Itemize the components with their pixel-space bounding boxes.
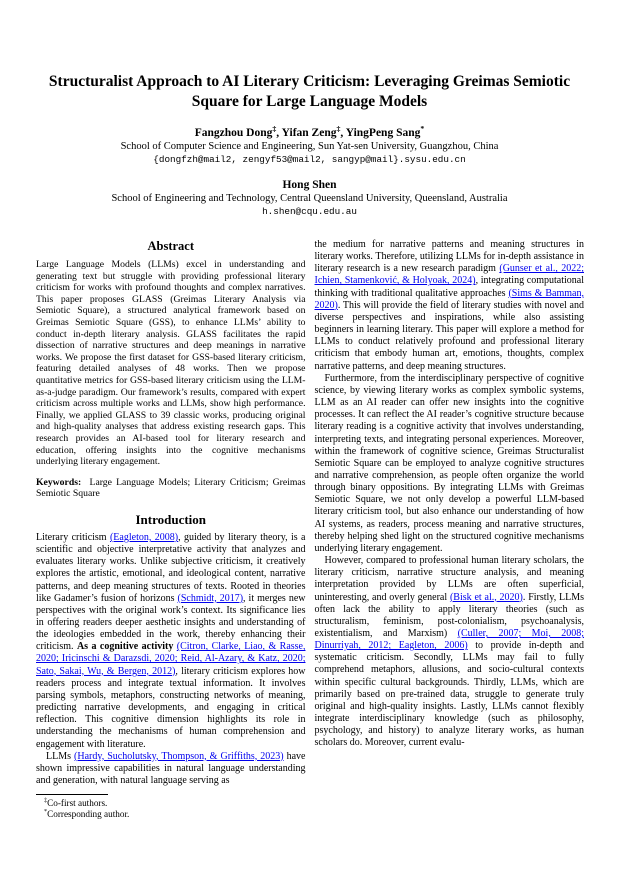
email-line-1: {dongfzh@mail2, zengyf53@mail2, sangyp@mail}.sysu.edu.cn bbox=[153, 154, 466, 165]
intro-paragraph-4: Furthermore, from the interdisciplinary perspective of cognitive science, by viewing literary works as complex symbolic systems, LLM as an AI reader can offer new insights into the cognitive processes. It can reflect the AI reader’s cognitive structure because literary reading is a cognitive activity that involves understanding, interpreting texts, and integrating personal experiences. Moreover, within the framework of cognitive science, Greimas Structuralist Semiotic Square can be employed to analyze cognitive structures and narrative comprehension, as people often organize the world through binary oppositions. By integrating LLMs with Greimas Semiotic Square, we not only develop a powerful LLM-based literary criticism tool, but also enhance our understanding of how AI systems, as readers, process meaning and narrative structures, thereby helping shed light on the structured cognitive mechanisms underlying literary engagement. bbox=[314, 372, 584, 554]
citation-link[interactable]: (Bisk et al., 2020) bbox=[449, 591, 523, 603]
email-line-2: h.shen@cqu.edu.au bbox=[262, 206, 357, 217]
author-names-line: Fangzhou Dong‡, Yifan Zeng‡, YingPeng Sang* bbox=[194, 124, 425, 139]
footnote-rule bbox=[36, 794, 108, 795]
citation-link[interactable]: (Hardy, Sucholutsky, Thompson, & Griffiths, 2023) bbox=[74, 750, 284, 762]
left-column bbox=[36, 239, 306, 820]
paper-title: Structuralist Approach to AI Literary Criticism: Leveraging Greimas Semiotic Square for Large Language Models bbox=[48, 73, 571, 110]
abstract-heading: Abstract bbox=[147, 239, 194, 253]
citation-link[interactable]: (Sims & Bamman, 2020) bbox=[314, 287, 584, 311]
footnote-marker: * bbox=[420, 124, 425, 134]
author-block-1 bbox=[0, 126, 619, 166]
two-column-layout bbox=[36, 239, 584, 820]
author-block-2 bbox=[0, 178, 619, 218]
citation-link[interactable]: (Gunser et al., 2022; Ichien, Stamenković, & Holyoak, 2024) bbox=[314, 263, 584, 287]
intro-paragraph-1: Literary criticism (Eagleton, 2008), guided by literary theory, is a scientific and objective interpretative activity that analyzes and evaluates literary works. Unlike subjective criticism, it creatively explores the artistic, emotional, and ideological content, narrative patterns, and deep meaning structures of texts. Rooted in theories like Gadamer’s fusion of horizons (Schmidt, 2017), it merges new perspectives with the original work’s context. Its significance lies in offering readers deeper aesthetic insights and understanding of the ideologies embedded in the work, thereby enhancing their criticism. As a cognitive activity (Citron, Clarke, Liao, & Rasse, 2020; Iricinschi & Darazsdi, 2020; Reid, Al-Azary, & Katz, 2020; Sato, Sakai, Wu, & Bergen, 2012), literary criticism explores how readers process and integrate textual information. It involves parsing symbols, metaphors, constructing networks of meaning, predicting narrative developments, and engaging in critical reflection. This cognitive dimension highlights its role in understanding the mechanisms of human comprehension and engagement with literature. bbox=[36, 531, 306, 750]
keywords-line: Keywords: Large Language Models; Literary Criticism; Greimas Semiotic Square bbox=[36, 476, 306, 500]
footnote-marker: ‡ bbox=[44, 797, 48, 805]
affiliation-2: School of Engineering and Technology, Central Queensland University, Queensland, Australia bbox=[111, 193, 508, 204]
affiliation-1: School of Computer Science and Engineering, Sun Yat-sen University, Guangzhou, China bbox=[120, 141, 499, 152]
footnote-marker: * bbox=[44, 808, 48, 816]
citation-link[interactable]: (Schmidt, 2017) bbox=[177, 592, 244, 604]
abstract-body: Large Language Models (LLMs) excel in understanding and generating text but struggle with providing professional literary criticism for works with profound thoughts and complex narratives. This paper proposes GLASS (Greimas Literary Analysis via Semiotic Square), a structured analytical framework based on Greimas Semiotic Square (GSS), to enhance LLMs’ ability to conduct in-depth literary analysis. GLASS facilitates the rapid dissection of narrative structures and deep meanings in narrative works. We propose the first dataset for GSS-based literary criticism, featuring detailed analyses of 48 works. Then we propose quantitative metrics for GSS-based literary criticism using the LLM-as-a-judge paradigm. Our framework’s results, compared with expert criticism across multiple works and LLMs, show high performance. Finally, we applied GLASS to 39 classic works, producing original and high-quality analyses that address existing research gaps. This research provides an AI-based tool for literary research and education, offering insights into the cognitive mechanisms underlying literary engagement. bbox=[36, 259, 306, 468]
intro-paragraph-2: LLMs (Hardy, Sucholutsky, Thompson, & Griffiths, 2023) have shown impressive capabilities in natural language understanding and generation, with natural language serving as bbox=[36, 750, 306, 786]
introduction-heading: Introduction bbox=[135, 511, 207, 527]
intro-paragraph-5: However, compared to professional human literary scholars, the literary criticism, narrative structure analysis, and meaning interpretation provided by LLMs are often superficial, uninteresting, and overly general (Bisk et al., 2020). Firstly, LLMs often lack the ability to apply literary theories (such as structuralism, feminism, post-colonialism, psychoanalysis, existentialism, and Marxism) (Culler, 2007; Moi, 2008; Dinurriyah, 2012; Eagleton, 2006) to provide in-depth and systematic criticism. Secondly, LLMs may fail to fully comprehend metaphors, allusions, and socio-cultural contexts within specific cultural backgrounds. Thirdly, LLMs, which are primarily based on pre-trained data, struggle to generate truly original and high-quality insights. Lastly, LLMs cannot flexibly integrate interdisciplinary knowledge (such as philosophy, psychology, and history) to analyze literary works, as human scholars do. Moreover, current evalu- bbox=[314, 555, 585, 749]
citation-link[interactable]: (Eagleton, 2008) bbox=[109, 531, 179, 543]
author-name-2: Hong Shen bbox=[282, 179, 337, 191]
footnote-marker: ‡ bbox=[336, 124, 341, 134]
intro-paragraph-3: the medium for narrative patterns and meaning structures in literary works. Therefore, utilizing LLMs for in-depth assistance in literary research is a new research paradigm (Gunser et al., 2022; Ichien, Stamenković, & Holyoak, 2024), integrating computational thinking with traditional qualitative approaches (Sims & Bamman, 2020). This will provide the field of literary studies with novel and diverse perspectives and inspirations, while also assisting beginners in learning literary. This paper will explore a method for LLMs to conduct relatively profound and professional literary criticism that embody human art, emotions, thoughts, complex narrative patterns, and deep meaning structures. bbox=[314, 239, 584, 372]
citation-link[interactable]: (Culler, 2007; Moi, 2008; Dinurriyah, 2012; Eagleton, 2006) bbox=[314, 628, 584, 652]
footnote-marker: ‡ bbox=[272, 124, 277, 134]
footnote-block bbox=[36, 794, 306, 820]
right-column bbox=[315, 239, 585, 820]
footnote-cofirst-authors: ‡Co-first authors. bbox=[44, 797, 108, 809]
citation-link[interactable]: (Citron, Clarke, Liao, & Rasse, 2020; Iricinschi & Darazsdi, 2020; Reid, Al-Azary, & Katz, 2020; Sato, Sakai, Wu, & Bergen, 2012) bbox=[36, 641, 306, 677]
footnote-corresponding-author: *Corresponding author. bbox=[44, 808, 130, 820]
